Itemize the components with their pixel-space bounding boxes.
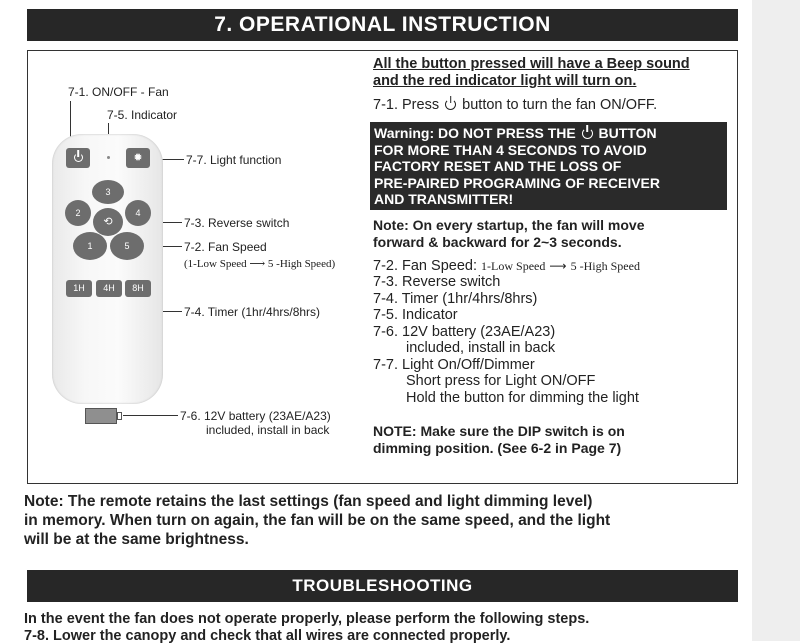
list-battery-2: included, install in back	[406, 340, 556, 356]
memory-note-3: will be at the same brightness.	[24, 531, 249, 548]
leader-line	[123, 415, 178, 416]
speed-2-button[interactable]: 2	[65, 200, 91, 226]
warning-line-1a: Warning: DO NOT PRESS THE	[374, 125, 576, 141]
list-light: 7-7. Light On/Off/Dimmer	[373, 357, 535, 373]
power-icon	[74, 153, 83, 162]
arrow-right-icon: ⟶	[549, 259, 567, 273]
power-icon	[582, 128, 593, 139]
timer-8h-button[interactable]: 8H	[125, 280, 151, 297]
list-speed-low: 1-Low Speed	[481, 259, 546, 273]
list-speed-prefix: 7-2. Fan Speed:	[373, 258, 477, 274]
label-indicator: 7-5. Indicator	[107, 108, 178, 122]
warning-line-1b: BUTTON	[598, 125, 657, 141]
light-bulb-icon: ✹	[133, 152, 143, 164]
list-speed-high: 5 -High Speed	[570, 259, 640, 273]
fan-speed-range-high: 5 -High Speed)	[267, 258, 336, 270]
troubleshooting-line-1: In the event the fan does not operate properly, please perform the following steps.	[24, 611, 590, 627]
list-reverse: 7-3. Reverse switch	[373, 274, 501, 290]
warning-line-2: FOR MORE THAN 4 SECONDS TO AVOID	[374, 141, 647, 158]
troubleshooting-line-2: 7-8. Lower the canopy and check that all wires are connected properly.	[24, 628, 511, 644]
timer-4h-button[interactable]: 4H	[96, 280, 122, 297]
warning-box	[370, 122, 727, 210]
warning-line-4: PRE-PAIRED PROGRAMING OF RECEIVER	[374, 174, 660, 191]
power-icon	[445, 99, 456, 110]
fan-speed-range-low: (1-Low Speed	[184, 258, 247, 270]
memory-note-2: in memory. When turn on again, the fan will be on the same speed, and the light	[24, 512, 611, 529]
light-button[interactable]	[126, 148, 150, 168]
label-light-function: 7-7. Light function	[186, 153, 282, 167]
reverse-button[interactable]	[93, 208, 123, 236]
warning-line-1	[374, 125, 723, 142]
arrow-right-icon: ⟶	[249, 258, 266, 270]
startup-note-1: Note: On every startup, the fan will move	[373, 217, 645, 233]
label-battery-2: included, install in back	[206, 423, 330, 437]
battery-terminal	[117, 412, 122, 420]
section-title: 7. OPERATIONAL INSTRUCTION	[214, 13, 551, 36]
memory-note-1: Note: The remote retains the last settings (fan speed and light dimming level)	[24, 493, 593, 510]
press-suffix: button to turn the fan ON/OFF.	[462, 97, 658, 113]
list-timer: 7-4. Timer (1hr/4hrs/8hrs)	[373, 291, 538, 307]
reverse-icon: ⟲	[103, 216, 113, 228]
list-light-2: Short press for Light ON/OFF	[406, 373, 596, 389]
speed-4-button[interactable]: 4	[125, 200, 151, 226]
battery-icon	[85, 408, 117, 424]
press-instruction	[373, 97, 657, 113]
speed-3-button[interactable]: 3	[92, 180, 124, 204]
label-fan-speed-range	[184, 257, 335, 270]
label-timer: 7-4. Timer (1hr/4hrs/8hrs)	[184, 305, 321, 319]
speed-1-button[interactable]: 1	[73, 232, 107, 260]
power-button[interactable]	[66, 148, 90, 168]
label-battery: 7-6. 12V battery (23AE/A23)	[180, 409, 331, 423]
warning-line-3: FACTORY RESET AND THE LOSS OF	[374, 158, 622, 174]
warning-line-5: AND TRANSMITTER!	[374, 191, 514, 207]
label-reverse-switch: 7-3. Reverse switch	[184, 216, 290, 230]
list-battery: 7-6. 12V battery (23AE/A23)	[373, 324, 556, 340]
list-light-3: Hold the button for dimming the light	[406, 390, 639, 406]
dip-note-1: NOTE: Make sure the DIP switch is on	[373, 423, 625, 439]
beep-note-1: All the button pressed will have a Beep sound	[373, 56, 690, 72]
label-on-off: 7-1. ON/OFF - Fan	[68, 85, 169, 99]
troubleshooting-title: TROUBLESHOOTING	[292, 576, 473, 595]
indicator-light	[107, 156, 110, 159]
page-edge	[752, 0, 800, 641]
startup-note-2: forward & backward for 2~3 seconds.	[373, 234, 622, 250]
press-prefix: 7-1. Press	[373, 97, 440, 113]
troubleshooting-title-bar	[27, 570, 738, 602]
section-title-bar	[27, 9, 738, 41]
label-fan-speed: 7-2. Fan Speed	[184, 240, 267, 254]
speed-5-button[interactable]: 5	[110, 232, 144, 260]
timer-1h-button[interactable]: 1H	[66, 280, 92, 297]
remote-control	[52, 134, 163, 404]
beep-note-2: and the red indicator light will turn on.	[373, 73, 637, 89]
list-indicator: 7-5. Indicator	[373, 307, 458, 323]
dip-note-2: dimming position. (See 6-2 in Page 7)	[373, 440, 622, 456]
list-fan-speed	[373, 258, 640, 274]
